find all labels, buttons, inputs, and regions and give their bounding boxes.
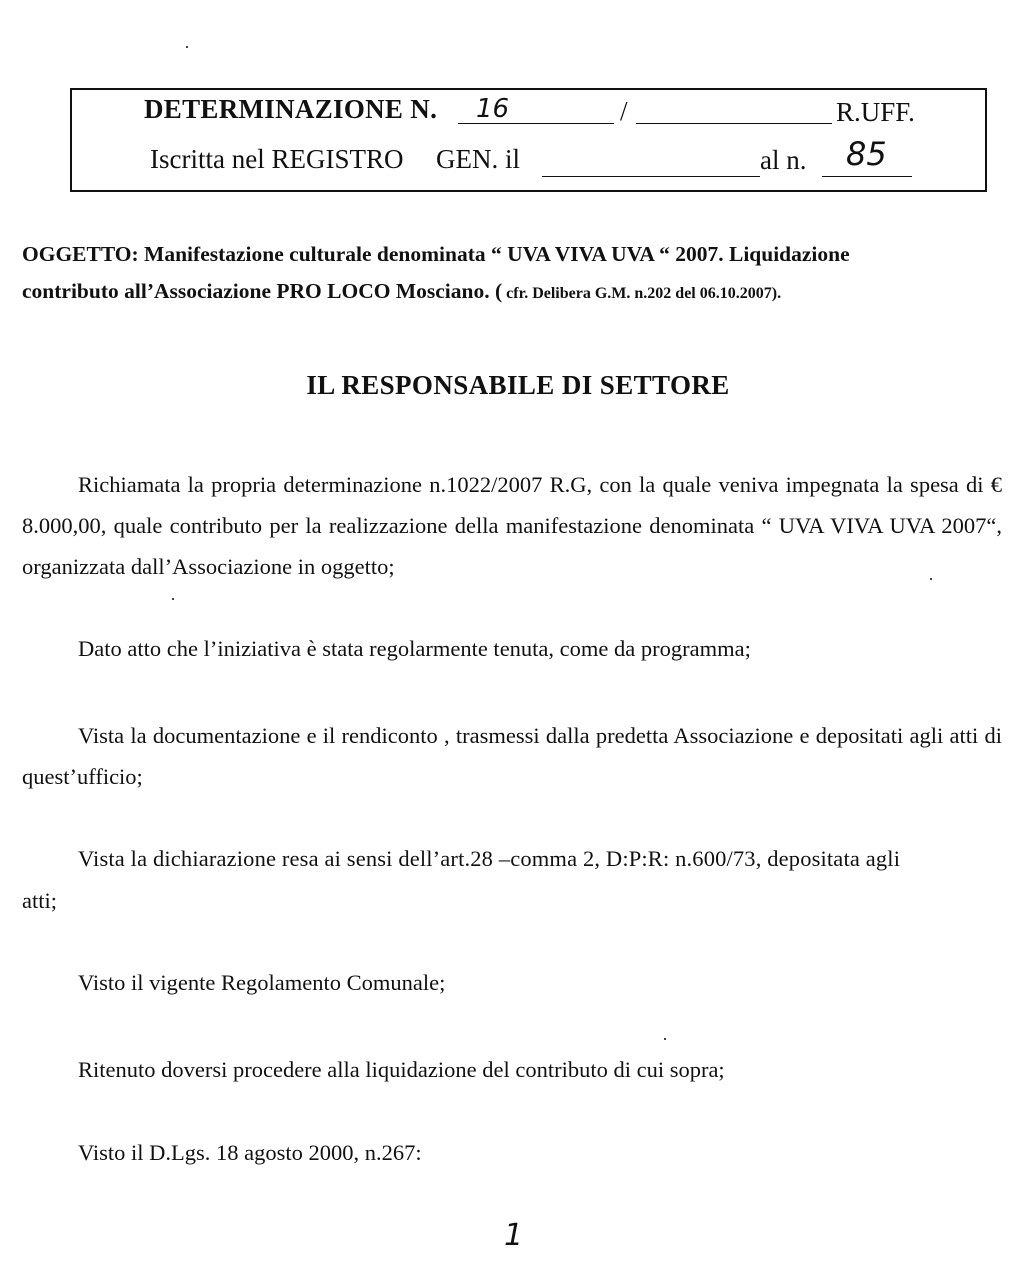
subject-line-1: OGGETTO: Manifestazione culturale denominata “ UVA VIVA UVA “ 2007. Liquidazione (22, 242, 850, 266)
paragraph-vista-dichiarazione-line1: Vista la dichiarazione resa ai sensi dell’art.28 –comma 2, D:P:R: n.600/73, depositata agli (78, 846, 901, 871)
slash-separator: / (620, 96, 628, 126)
scan-speck (172, 598, 174, 600)
determinazione-number: 16 (476, 94, 510, 124)
registration-box (70, 88, 987, 192)
registro-number: 85 (846, 135, 887, 173)
r-uff-label: R.UFF. (836, 97, 915, 127)
registro-label: Iscritta nel REGISTRO (150, 144, 404, 174)
registro-number-blank (822, 176, 912, 177)
section-title: IL RESPONSABILE DI SETTORE (306, 370, 730, 400)
gen-il-label: GEN. il (436, 144, 520, 174)
paragraph-dlgs: Visto il D.Lgs. 18 agosto 2000, n.267: (78, 1140, 422, 1165)
paragraph-richiamata: Richiamata la propria determinazione n.1022/2007 R.G, con la quale veniva impegnata la spesa di € 8.000,00, quale contributo per la realizzazione della manifestazione denominata “ UVA VIVA UVA 2007“, organizzata dall’Associazione in oggetto; (22, 472, 1002, 579)
determinazione-label: DETERMINAZIONE N. (144, 94, 438, 124)
paragraph-ritenuto: Ritenuto doversi procedere alla liquidazione del contributo di cui sopra; (78, 1057, 725, 1082)
paragraph-dato-atto: Dato atto che l’iniziativa è stata regolarmente tenuta, come da programma; (78, 636, 751, 661)
subject-delibera-reference: cfr. Delibera G.M. n.202 del 06.10.2007). (502, 285, 782, 302)
paragraph-vista-documentazione: Vista la documentazione e il rendiconto , trasmessi dalla predetta Associazione e depositati agli atti di quest’ufficio; (22, 723, 1002, 789)
subject-line-2-main: contributo all’Associazione PRO LOCO Mosciano. ( (22, 279, 503, 303)
scan-speck (186, 46, 188, 48)
subject-line-2 (22, 273, 997, 312)
subject-block (22, 236, 997, 312)
page-number: 1 (504, 1218, 524, 1253)
al-n-label: al n. (760, 145, 807, 175)
registro-date-blank (542, 176, 760, 177)
scan-speck (664, 1038, 666, 1040)
paragraph-regolamento: Visto il vigente Regolamento Comunale; (78, 970, 446, 995)
paragraph-vista-dichiarazione-line2: atti; (22, 888, 57, 913)
year-blank (636, 123, 832, 124)
